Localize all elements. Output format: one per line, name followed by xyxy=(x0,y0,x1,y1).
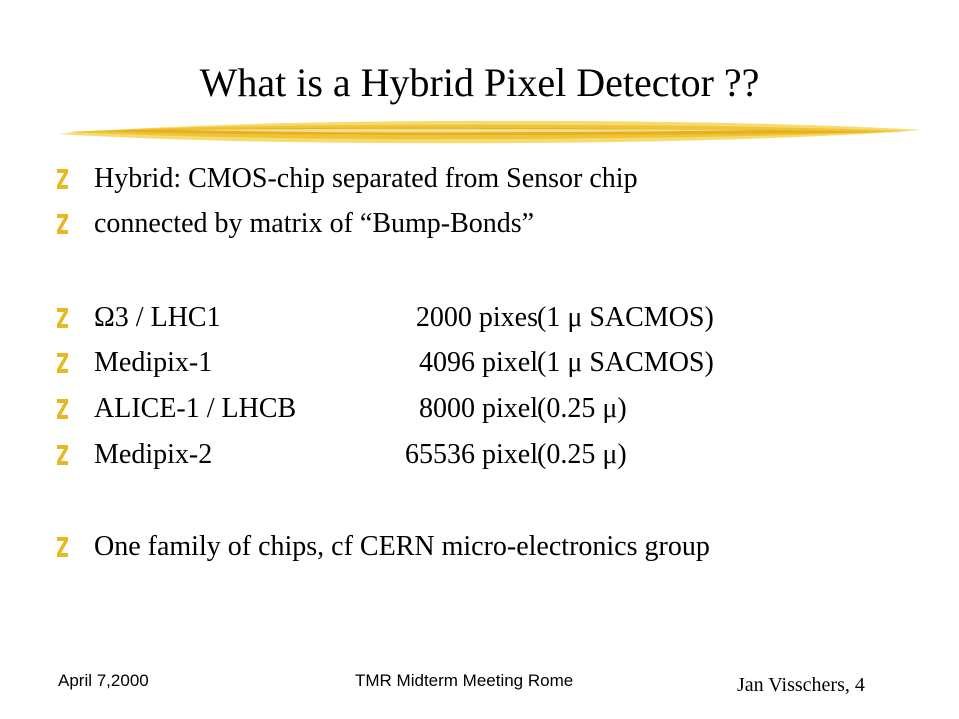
footer-date: April 7,2000 xyxy=(58,671,149,690)
z-bullet-icon xyxy=(56,537,69,557)
bullet-text: Hybrid: CMOS-chip separated from Sensor chip xyxy=(94,163,638,194)
bullet-text: One family of chips, cf CERN micro-electronics group xyxy=(94,531,710,562)
chip-pixel-count: 4096 pixel xyxy=(419,347,538,378)
z-bullet-icon xyxy=(56,308,69,328)
chip-technology: (0.25 μ) xyxy=(537,393,627,424)
chip-pixel-count: 65536 pixel xyxy=(405,439,538,470)
chip-name: ALICE-1 / LHCB xyxy=(94,393,297,424)
footer-event: TMR Midterm Meeting Rome xyxy=(355,671,574,690)
chip-technology: (0.25 μ) xyxy=(537,439,627,470)
chip-pixel-count: 2000 pixes xyxy=(415,302,538,333)
chip-row xyxy=(56,435,816,475)
chip-technology: (1 μ SACMOS) xyxy=(537,347,714,378)
title-underline-swoosh xyxy=(55,112,923,150)
chip-row xyxy=(56,298,816,338)
chip-row xyxy=(56,343,816,383)
chip-name: Medipix-2 xyxy=(94,439,213,470)
chip-name: Ω3 / LHC1 xyxy=(94,302,221,333)
chip-pixel-count: 8000 pixel xyxy=(419,393,538,424)
bullet-text: connected by matrix of “Bump-Bonds” xyxy=(94,208,535,239)
z-bullet-icon xyxy=(56,445,69,465)
z-bullet-icon xyxy=(56,353,69,373)
z-bullet-icon xyxy=(56,399,69,419)
chip-row xyxy=(56,389,816,429)
chip-name: Medipix-1 xyxy=(94,347,213,378)
footer-author-page: Jan Visschers, 4 xyxy=(737,674,865,696)
slide-title: What is a Hybrid Pixel Detector ?? xyxy=(199,60,760,105)
chip-technology: (1 μ SACMOS) xyxy=(537,302,714,333)
z-bullet-icon xyxy=(56,214,69,234)
z-bullet-icon xyxy=(56,169,69,189)
